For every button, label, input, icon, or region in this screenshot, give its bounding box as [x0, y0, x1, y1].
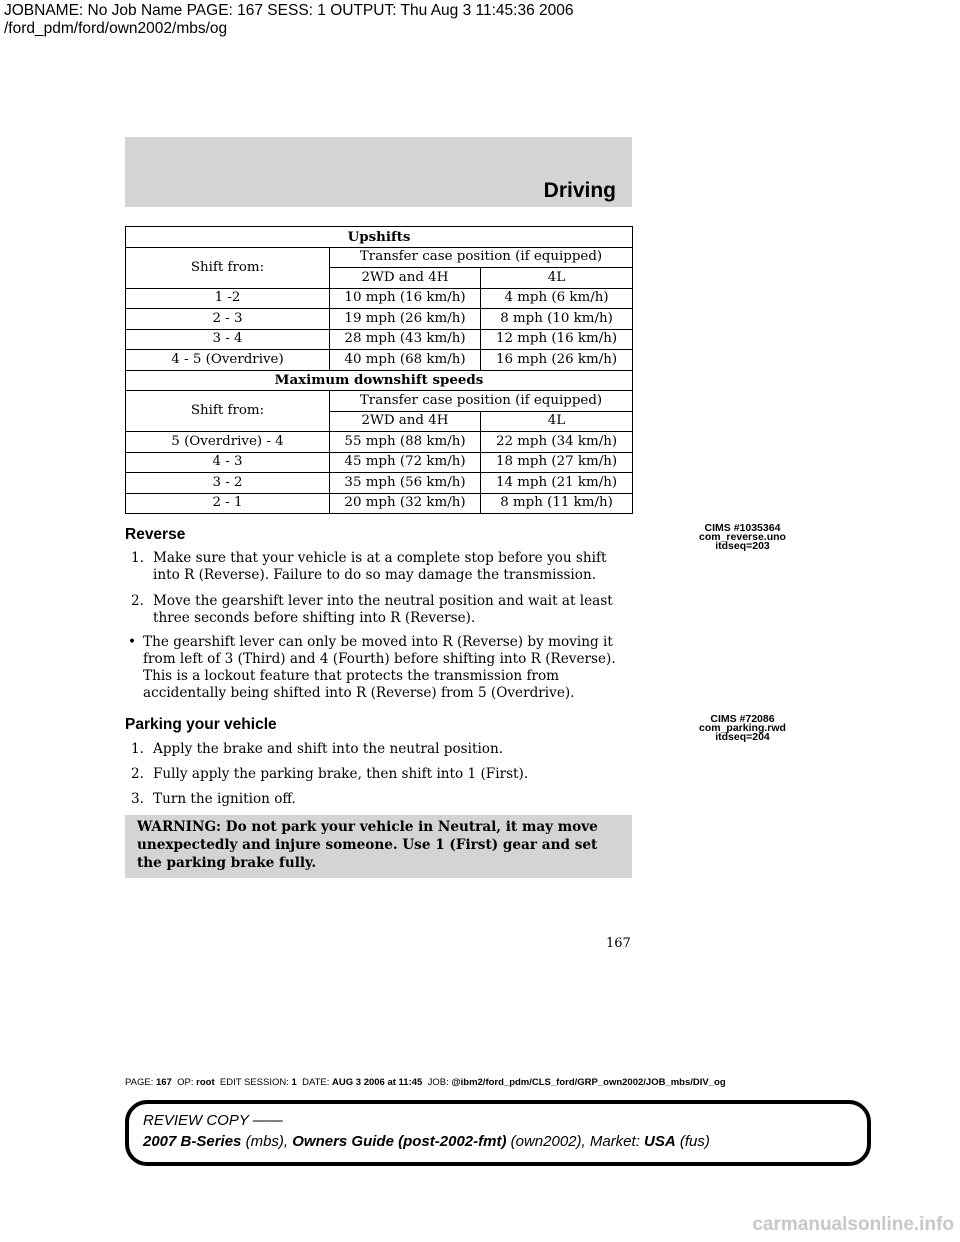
- downshift-title: Maximum downshift speeds: [126, 370, 633, 391]
- table-cell: 4 mph (6 km/h): [481, 288, 633, 309]
- step-number: 3.: [131, 791, 144, 807]
- table-row: [126, 329, 633, 350]
- parking-step-3: [131, 791, 296, 808]
- footer-value: 1: [291, 1077, 297, 1088]
- table-row: [126, 350, 633, 371]
- footer-label: OP:: [177, 1077, 194, 1088]
- footer-label: EDIT SESSION:: [219, 1077, 289, 1088]
- section-title: Driving: [543, 179, 616, 202]
- table-row: [126, 432, 633, 453]
- job-header: [4, 2, 573, 38]
- shift-from-label: Shift from:: [126, 391, 330, 432]
- table-cell: 55 mph (88 km/h): [330, 432, 481, 453]
- parking-step-1: [131, 741, 503, 758]
- step-text: Move the gearshift lever into the neutral position and wait at least three seconds before shifting into R (Reverse).: [153, 593, 613, 626]
- footer-value: @ibm2/ford_pdm/CLS_ford/GRP_own2002/JOB_mbs/DIV_og: [451, 1077, 726, 1088]
- table-row: [126, 227, 633, 248]
- review-guide: Owners Guide (post-2002-fmt): [292, 1133, 507, 1150]
- job-header-line1: JOBNAME: No Job Name PAGE: 167 SESS: 1 OUTPUT: Thu Aug 3 11:45:36 2006: [4, 2, 574, 19]
- step-number: 1.: [131, 550, 144, 566]
- cims-file: com_reverse.uno: [699, 531, 786, 543]
- table-row: [126, 309, 633, 330]
- table-cell: 2 - 1: [126, 493, 330, 514]
- footer-value: 167: [155, 1077, 172, 1088]
- bullet-text: The gearshift lever can only be moved into R (Reverse) by moving it from left of 3 (Third) and 4 (Fourth) before shifting into R (Reverse). This is a lockout feature that protects the transmission from accidentally being shifted into R (Reverse) from 5 (Overdrive).: [143, 634, 616, 701]
- table-cell: 12 mph (16 km/h): [481, 329, 633, 350]
- footer-label: DATE:: [302, 1077, 330, 1088]
- review-model-code: (mbs): [245, 1133, 284, 1150]
- col-header-4l: 4L: [481, 268, 633, 289]
- table-cell: 10 mph (16 km/h): [330, 288, 481, 309]
- table-row: [126, 493, 633, 514]
- table-cell: 4 - 3: [126, 452, 330, 473]
- review-model: 2007 B-Series: [143, 1133, 242, 1150]
- step-number: 2.: [131, 593, 144, 609]
- cims-seq: itdseq=204: [715, 731, 770, 743]
- table-cell: 3 - 4: [126, 329, 330, 350]
- table-cell: 3 - 2: [126, 473, 330, 494]
- table-row: [126, 473, 633, 494]
- table-cell: 16 mph (26 km/h): [481, 350, 633, 371]
- table-cell: 18 mph (27 km/h): [481, 452, 633, 473]
- footer-value: AUG 3 2006 at 11:45: [332, 1077, 423, 1088]
- table-row: [126, 370, 633, 391]
- upshifts-title: Upshifts: [126, 227, 633, 248]
- step-number: 1.: [131, 741, 144, 757]
- watermark-text: carmanualsonline.info: [752, 1214, 954, 1235]
- col-header-4l: 4L: [481, 411, 633, 432]
- transfer-case-header: Transfer case position (if equipped): [330, 391, 633, 412]
- table-cell: 5 (Overdrive) - 4: [126, 432, 330, 453]
- shift-from-label: Shift from:: [126, 247, 330, 288]
- cims-id: CIMS #72086: [710, 713, 775, 725]
- cims-seq: itdseq=203: [715, 540, 770, 552]
- reverse-heading: Reverse: [125, 526, 186, 543]
- shift-speed-table: [125, 226, 633, 514]
- step-text: Fully apply the parking brake, then shift into 1 (First).: [153, 766, 529, 782]
- job-header-line2: /ford_pdm/ford/own2002/mbs/og: [4, 20, 228, 37]
- parking-step-2: [131, 766, 528, 783]
- table-cell: 22 mph (34 km/h): [481, 432, 633, 453]
- footer-value: root: [196, 1077, 215, 1088]
- section-header: [125, 137, 632, 207]
- parking-heading: Parking your vehicle: [125, 716, 277, 733]
- table-cell: 14 mph (21 km/h): [481, 473, 633, 494]
- review-guide-code: (own2002): [510, 1133, 582, 1150]
- reverse-step-1: [131, 550, 631, 584]
- review-copy-box: [125, 1100, 871, 1166]
- footer-label: PAGE:: [125, 1077, 154, 1088]
- warning-box: WARNING: Do not park your vehicle in Neutral, it may move unexpectedly and injure someone. Use 1 (First) gear and set the parking brake fully.: [125, 815, 632, 878]
- table-cell: 20 mph (32 km/h): [330, 493, 481, 514]
- cims-id: CIMS #1035364: [704, 522, 781, 534]
- review-separator: ,: [283, 1133, 293, 1150]
- col-header-2wd: 2WD and 4H: [330, 411, 481, 432]
- table-cell: 40 mph (68 km/h): [330, 350, 481, 371]
- col-header-2wd: 2WD and 4H: [330, 268, 481, 289]
- review-market-code: (fus): [679, 1133, 710, 1150]
- cims-tag-parking: [699, 715, 786, 742]
- table-cell: 35 mph (56 km/h): [330, 473, 481, 494]
- step-text: Make sure that your vehicle is at a complete stop before you shift into R (Reverse). Failure to do so may damage the transmission.: [153, 550, 607, 583]
- step-text: Turn the ignition off.: [153, 791, 296, 807]
- table-row: [126, 288, 633, 309]
- table-cell: 2 - 3: [126, 309, 330, 330]
- table-row: [126, 391, 633, 412]
- table-cell: 1 -2: [126, 288, 330, 309]
- table-row: [126, 452, 633, 473]
- table-cell: 45 mph (72 km/h): [330, 452, 481, 473]
- table-cell: 8 mph (10 km/h): [481, 309, 633, 330]
- table-cell: 19 mph (26 km/h): [330, 309, 481, 330]
- table-cell: 4 - 5 (Overdrive): [126, 350, 330, 371]
- footer-label: JOB:: [427, 1077, 449, 1088]
- table-row: [126, 247, 633, 268]
- review-copy-label: REVIEW COPY ——: [143, 1112, 283, 1129]
- review-separator: , Market:: [581, 1133, 645, 1150]
- table-cell: 28 mph (43 km/h): [330, 329, 481, 350]
- cims-tag-reverse: [699, 524, 786, 551]
- page-number: 167: [606, 936, 631, 951]
- reverse-bullet: [128, 634, 633, 702]
- table-cell: 8 mph (11 km/h): [481, 493, 633, 514]
- reverse-step-2: [131, 593, 631, 627]
- step-number: 2.: [131, 766, 144, 782]
- step-text: Apply the brake and shift into the neutral position.: [153, 741, 504, 757]
- footer-job-info: [125, 1077, 726, 1088]
- review-market: USA: [644, 1133, 676, 1150]
- cims-file: com_parking.rwd: [699, 722, 786, 734]
- transfer-case-header: Transfer case position (if equipped): [330, 247, 633, 268]
- review-copy-details: [143, 1133, 710, 1150]
- bullet-icon: •: [128, 634, 137, 650]
